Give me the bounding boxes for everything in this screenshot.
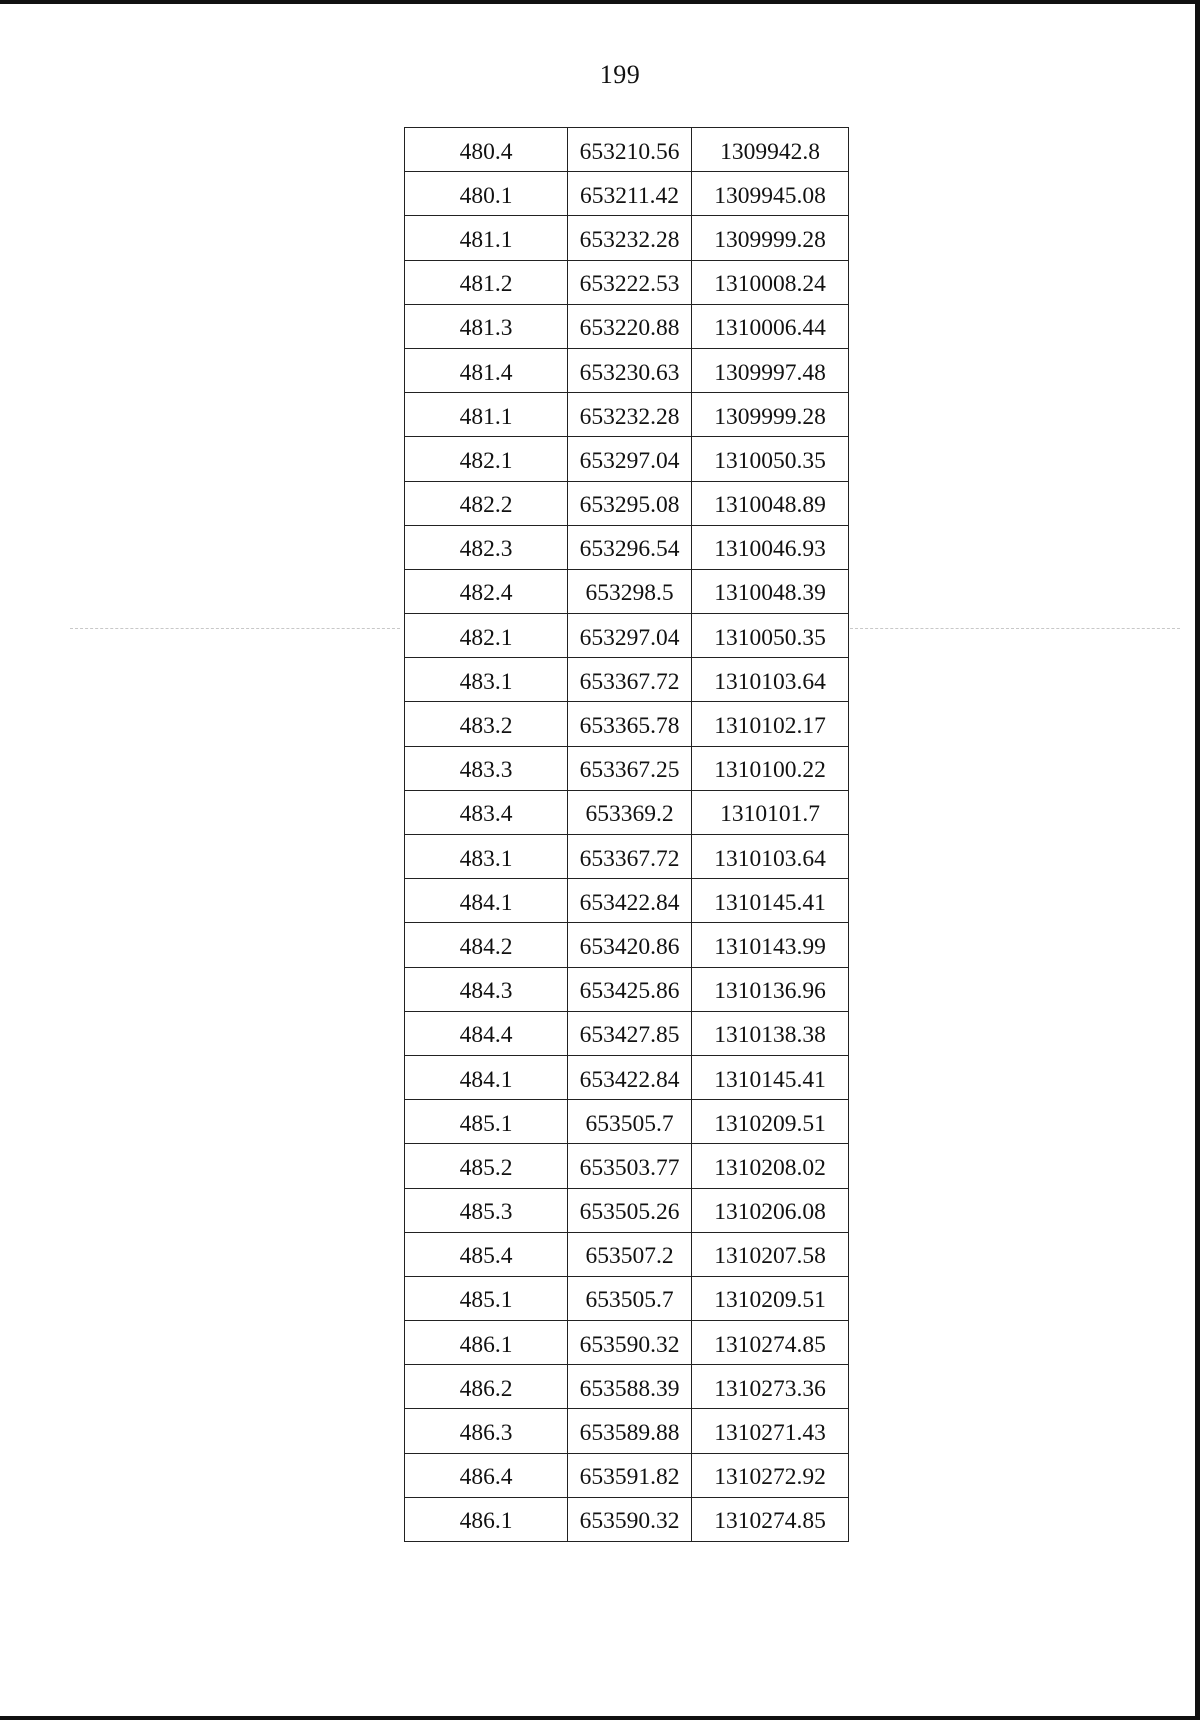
x-coordinate-cell: 653588.39 <box>568 1365 692 1409</box>
x-coordinate-cell: 653422.84 <box>568 879 692 923</box>
x-coordinate-cell: 653297.04 <box>568 437 692 481</box>
x-coordinate-cell: 653232.28 <box>568 393 692 437</box>
table-row <box>405 923 849 967</box>
y-coordinate-cell: 1310103.64 <box>692 658 849 702</box>
table-row <box>405 1276 849 1320</box>
point-id-cell: 481.1 <box>405 216 568 260</box>
x-coordinate-cell: 653420.86 <box>568 923 692 967</box>
y-coordinate-cell: 1310048.39 <box>692 569 849 613</box>
table-row <box>405 790 849 834</box>
table-row <box>405 967 849 1011</box>
page-number: 199 <box>599 60 641 89</box>
x-coordinate-cell: 653367.72 <box>568 835 692 879</box>
x-coordinate-cell: 653505.26 <box>568 1188 692 1232</box>
y-coordinate-cell: 1310207.58 <box>692 1232 849 1276</box>
y-coordinate-cell: 1310274.85 <box>692 1321 849 1365</box>
table-row <box>405 1100 849 1144</box>
y-coordinate-cell: 1310274.85 <box>692 1497 849 1541</box>
point-id-cell: 486.1 <box>405 1497 568 1541</box>
table-row <box>405 1232 849 1276</box>
point-id-cell: 486.3 <box>405 1409 568 1453</box>
table-row <box>405 260 849 304</box>
table-row <box>405 172 849 216</box>
point-id-cell: 481.3 <box>405 304 568 348</box>
table-row <box>405 481 849 525</box>
point-id-cell: 482.1 <box>405 437 568 481</box>
x-coordinate-cell: 653230.63 <box>568 348 692 392</box>
point-id-cell: 481.1 <box>405 393 568 437</box>
point-id-cell: 482.1 <box>405 614 568 658</box>
table-row <box>405 658 849 702</box>
y-coordinate-cell: 1310102.17 <box>692 702 849 746</box>
y-coordinate-cell: 1309999.28 <box>692 393 849 437</box>
coordinate-table-body <box>405 128 849 1542</box>
point-id-cell: 485.1 <box>405 1100 568 1144</box>
y-coordinate-cell: 1310208.02 <box>692 1144 849 1188</box>
x-coordinate-cell: 653589.88 <box>568 1409 692 1453</box>
table-row <box>405 1011 849 1055</box>
y-coordinate-cell: 1310008.24 <box>692 260 849 304</box>
table-row <box>405 614 849 658</box>
y-coordinate-cell: 1310048.89 <box>692 481 849 525</box>
y-coordinate-cell: 1310145.41 <box>692 1055 849 1099</box>
x-coordinate-cell: 653211.42 <box>568 172 692 216</box>
x-coordinate-cell: 653505.7 <box>568 1100 692 1144</box>
y-coordinate-cell: 1310272.92 <box>692 1453 849 1497</box>
point-id-cell: 485.1 <box>405 1276 568 1320</box>
y-coordinate-cell: 1310100.22 <box>692 746 849 790</box>
point-id-cell: 480.4 <box>405 128 568 172</box>
point-id-cell: 485.3 <box>405 1188 568 1232</box>
x-coordinate-cell: 653422.84 <box>568 1055 692 1099</box>
x-coordinate-cell: 653427.85 <box>568 1011 692 1055</box>
x-coordinate-cell: 653220.88 <box>568 304 692 348</box>
table-row <box>405 216 849 260</box>
point-id-cell: 486.4 <box>405 1453 568 1497</box>
x-coordinate-cell: 653210.56 <box>568 128 692 172</box>
x-coordinate-cell: 653369.2 <box>568 790 692 834</box>
y-coordinate-cell: 1310145.41 <box>692 879 849 923</box>
y-coordinate-cell: 1310006.44 <box>692 304 849 348</box>
x-coordinate-cell: 653367.25 <box>568 746 692 790</box>
point-id-cell: 483.2 <box>405 702 568 746</box>
table-row <box>405 304 849 348</box>
table-row <box>405 525 849 569</box>
point-id-cell: 482.2 <box>405 481 568 525</box>
table-row <box>405 746 849 790</box>
table-row <box>405 569 849 613</box>
point-id-cell: 484.1 <box>405 1055 568 1099</box>
point-id-cell: 484.1 <box>405 879 568 923</box>
y-coordinate-cell: 1310050.35 <box>692 437 849 481</box>
table-row <box>405 1321 849 1365</box>
point-id-cell: 483.4 <box>405 790 568 834</box>
point-id-cell: 486.1 <box>405 1321 568 1365</box>
x-coordinate-cell: 653503.77 <box>568 1144 692 1188</box>
x-coordinate-cell: 653295.08 <box>568 481 692 525</box>
y-coordinate-cell: 1310273.36 <box>692 1365 849 1409</box>
x-coordinate-cell: 653507.2 <box>568 1232 692 1276</box>
scan-border-bottom <box>0 1716 1200 1720</box>
x-coordinate-cell: 653425.86 <box>568 967 692 1011</box>
y-coordinate-cell: 1310138.38 <box>692 1011 849 1055</box>
point-id-cell: 485.4 <box>405 1232 568 1276</box>
y-coordinate-cell: 1310050.35 <box>692 614 849 658</box>
scan-artifact-left <box>70 628 400 629</box>
y-coordinate-cell: 1310046.93 <box>692 525 849 569</box>
x-coordinate-cell: 653590.32 <box>568 1497 692 1541</box>
x-coordinate-cell: 653590.32 <box>568 1321 692 1365</box>
point-id-cell: 481.2 <box>405 260 568 304</box>
y-coordinate-cell: 1310101.7 <box>692 790 849 834</box>
x-coordinate-cell: 653367.72 <box>568 658 692 702</box>
table-row <box>405 702 849 746</box>
table-row <box>405 348 849 392</box>
scan-artifact-right <box>850 628 1180 629</box>
coordinate-table <box>404 127 849 1542</box>
table-row <box>405 128 849 172</box>
x-coordinate-cell: 653505.7 <box>568 1276 692 1320</box>
y-coordinate-cell: 1309945.08 <box>692 172 849 216</box>
x-coordinate-cell: 653222.53 <box>568 260 692 304</box>
y-coordinate-cell: 1309999.28 <box>692 216 849 260</box>
point-id-cell: 480.1 <box>405 172 568 216</box>
y-coordinate-cell: 1310103.64 <box>692 835 849 879</box>
point-id-cell: 482.3 <box>405 525 568 569</box>
y-coordinate-cell: 1309942.8 <box>692 128 849 172</box>
y-coordinate-cell: 1310209.51 <box>692 1276 849 1320</box>
table-row <box>405 393 849 437</box>
table-row <box>405 1497 849 1541</box>
point-id-cell: 483.1 <box>405 658 568 702</box>
table-row <box>405 1055 849 1099</box>
x-coordinate-cell: 653232.28 <box>568 216 692 260</box>
y-coordinate-cell: 1309997.48 <box>692 348 849 392</box>
y-coordinate-cell: 1310209.51 <box>692 1100 849 1144</box>
table-row <box>405 1144 849 1188</box>
point-id-cell: 483.3 <box>405 746 568 790</box>
point-id-cell: 481.4 <box>405 348 568 392</box>
table-row <box>405 1365 849 1409</box>
x-coordinate-cell: 653297.04 <box>568 614 692 658</box>
point-id-cell: 483.1 <box>405 835 568 879</box>
y-coordinate-cell: 1310271.43 <box>692 1409 849 1453</box>
point-id-cell: 485.2 <box>405 1144 568 1188</box>
scan-border-top <box>0 0 1200 4</box>
x-coordinate-cell: 653365.78 <box>568 702 692 746</box>
point-id-cell: 482.4 <box>405 569 568 613</box>
x-coordinate-cell: 653298.5 <box>568 569 692 613</box>
y-coordinate-cell: 1310136.96 <box>692 967 849 1011</box>
point-id-cell: 486.2 <box>405 1365 568 1409</box>
point-id-cell: 484.2 <box>405 923 568 967</box>
table-row <box>405 879 849 923</box>
point-id-cell: 484.3 <box>405 967 568 1011</box>
point-id-cell: 484.4 <box>405 1011 568 1055</box>
y-coordinate-cell: 1310206.08 <box>692 1188 849 1232</box>
table-row <box>405 437 849 481</box>
table-row <box>405 1188 849 1232</box>
scan-border-right <box>1195 0 1200 1720</box>
y-coordinate-cell: 1310143.99 <box>692 923 849 967</box>
x-coordinate-cell: 653591.82 <box>568 1453 692 1497</box>
table-row <box>405 835 849 879</box>
table-row <box>405 1453 849 1497</box>
x-coordinate-cell: 653296.54 <box>568 525 692 569</box>
table-row <box>405 1409 849 1453</box>
